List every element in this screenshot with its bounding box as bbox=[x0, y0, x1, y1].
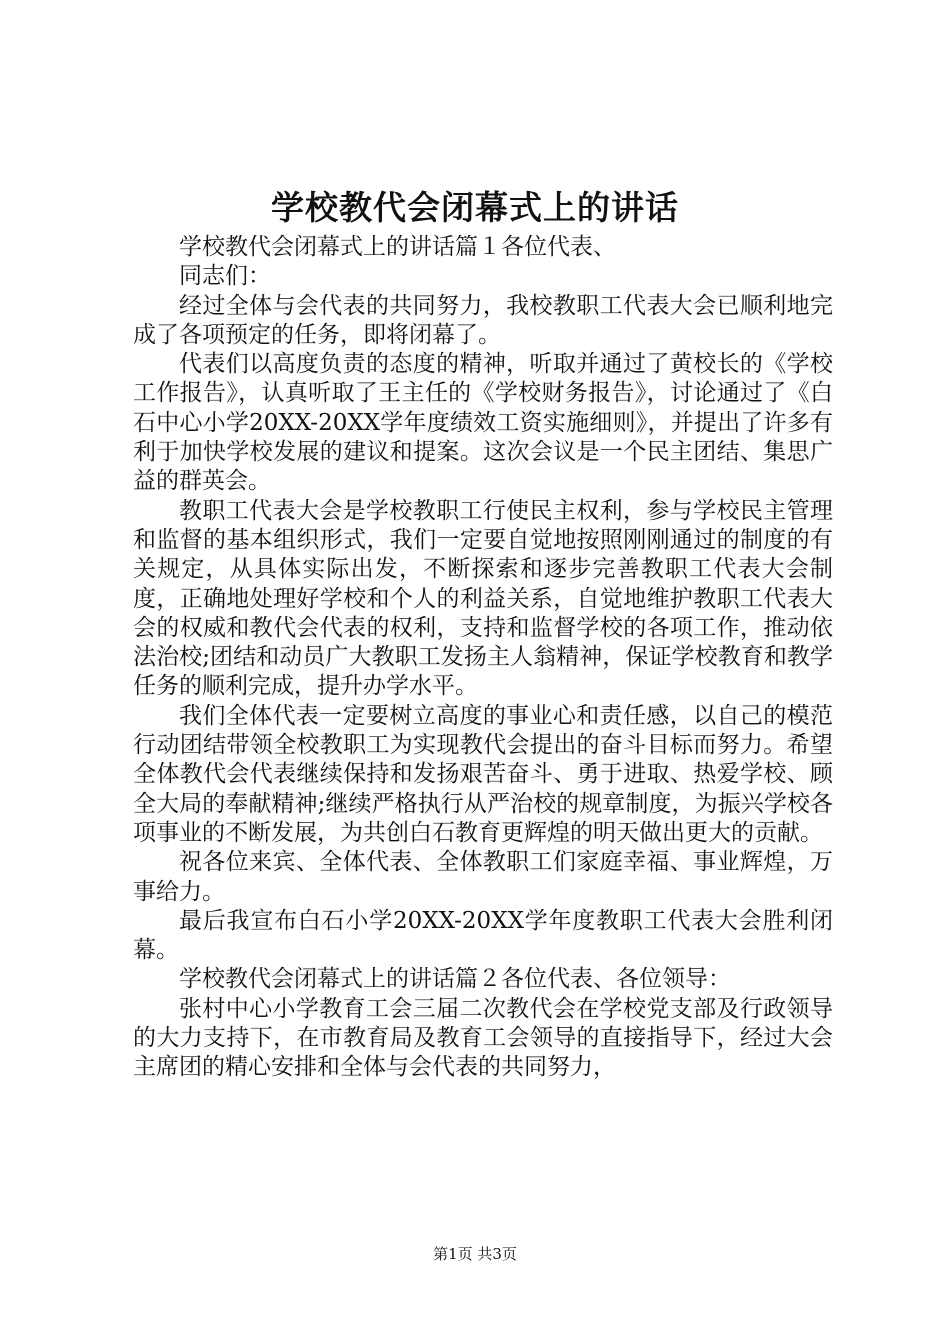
document-title: 学校教代会闭幕式上的讲话 bbox=[271, 188, 679, 227]
paragraph: 张村中心小学教育工会三届二次教代会在学校党支部及行政领导的大力支持下，在市教育局及教育工会领导的直接指导下，经过大会主席团的精心安排和全体与会代表的共同努力， bbox=[133, 995, 833, 1081]
paragraph: 同志们： bbox=[179, 263, 271, 290]
section-heading-1: 学校教代会闭幕式上的讲话篇１各位代表、 bbox=[179, 234, 616, 260]
paragraph: 经过全体与会代表的共同努力，我校教职工代表大会已顺利地完成了各项预定的任务，即将闭幕了。 bbox=[133, 292, 833, 348]
paragraph: 祝各位来宾、全体代表、全体教职工们家庭幸福、事业辉煌，万事给力。 bbox=[133, 849, 833, 905]
paragraph: 我们全体代表一定要树立高度的事业心和责任感，以自己的模范行动团结带领全校教职工为实现教代会提出的奋斗目标而努力。希望全体教代会代表继续保持和发扬艰苦奋斗、勇于进取、热爱学校、顾全大局的奉献精神;继续严格执行从严治校的规章制度，为振兴学校各项事业的不断发展，为共创白石教育更辉煌的明天做出更大的贡献。 bbox=[133, 702, 833, 846]
paragraph: 最后我宣布白石小学20XX-20XX学年度教职工代表大会胜利闭幕。 bbox=[133, 907, 833, 964]
paragraph: 代表们以高度负责的态度的精神，听取并通过了黄校长的《学校工作报告》，认真听取了王主任的《学校财务报告》，讨论通过了《白石中心小学20XX-20XX学年度绩效工资实施细则》，并提出了许多有利于加快学校发展的建议和提案。这次会议是一个民主团结、集思广益的群英会。 bbox=[133, 351, 833, 495]
page-footer: 第1页 共3页 bbox=[433, 1245, 517, 1263]
paragraph: 教职工代表大会是学校教职工行使民主权利，参与学校民主管理和监督的基本组织形式，我们一定要自觉地按照刚刚通过的制度的有关规定，从具体实际出发，不断探索和逐步完善教职工代表大会制度，正确地处理好学校和个人的利益关系，自觉地维护教职工代表大会的权威和教代会代表的权利，支持和监督学校的各项工作，推动依法治校;团结和动员广大教职工发扬主人翁精神，保证学校教育和教学任务的顺利完成，提升办学水平。 bbox=[133, 497, 833, 700]
document-body bbox=[133, 233, 833, 1083]
section-heading-2: 学校教代会闭幕式上的讲话篇２各位代表、各位领导： bbox=[179, 966, 731, 993]
